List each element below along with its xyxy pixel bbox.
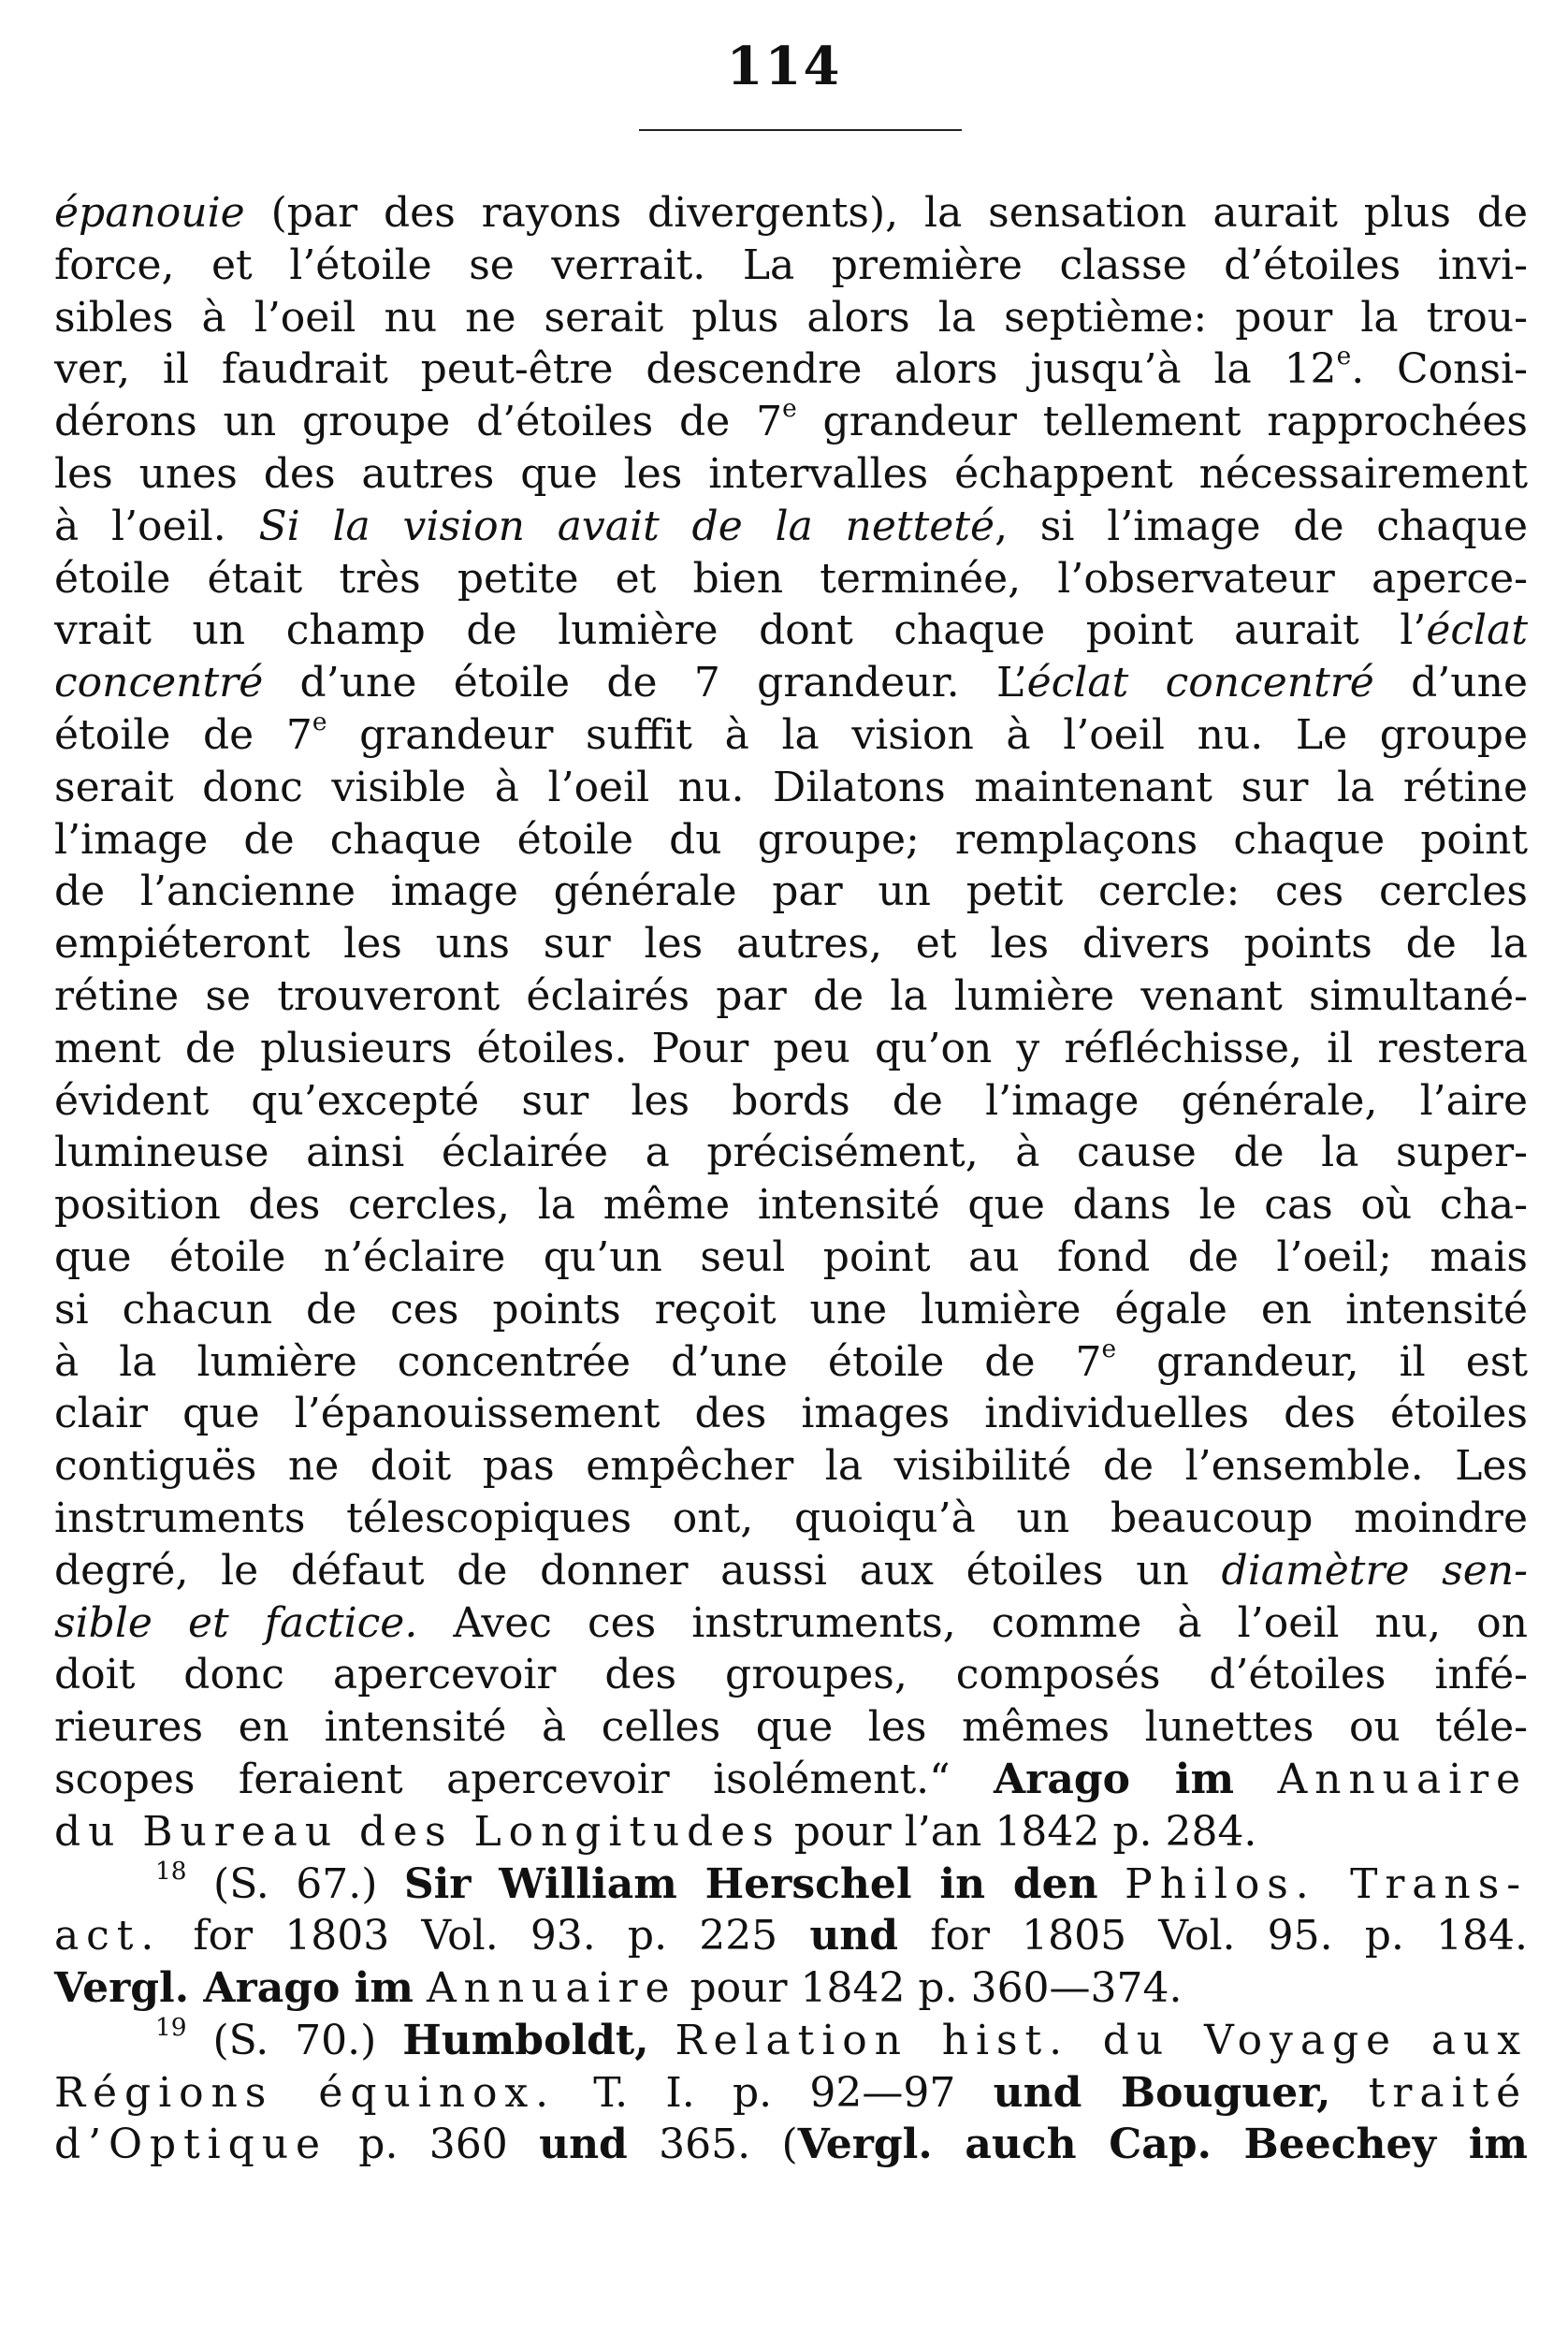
text-line: lumineuse ainsi éclairée a précisément, à cause de la super- [54, 1129, 1528, 1177]
text-line: contiguës ne doit pas empêcher la visibilité de l’ensemble. Les [54, 1442, 1528, 1491]
text-line: ver, il faudrait peut-être descendre alors jusqu’à la 12e. Consi- [54, 342, 1528, 394]
footnote-19: $^{19}$ (S. 70.) Humboldt, Relation hist. du Voyage aux [155, 2013, 1528, 2064]
text-line: l’image de chaque étoile du groupe; remplaçons chaque point [54, 815, 1528, 864]
text-line: sible et factice. Avec ces instruments, comme à l’oeil nu, on [54, 1598, 1528, 1647]
text-line: étoile était très petite et bien terminée, l’observateur aperce- [54, 554, 1528, 603]
text-line: épanouie (par des rayons divergents), la sensation aurait plus de [54, 189, 1528, 237]
body-text [54, 187, 1528, 2171]
header-rule [639, 129, 962, 131]
text-line: à l’oeil. Si la vision avait de la netteté, si l’image de chaque [54, 502, 1528, 550]
text-line: Vergl. Arago im Annuaire pour 1842 p. 360—374. [54, 1964, 1183, 2013]
text-line: instruments télescopiques ont, quoiqu’à un beaucoup moindre [54, 1494, 1528, 1542]
text-line: serait donc visible à l’oeil nu. Dilatons maintenant sur la rétine [54, 763, 1528, 811]
text-line: rieures en intensité à celles que les mêmes lunettes ou téle- [54, 1703, 1528, 1752]
text-line: act. for 1803 Vol. 93. p. 225 und for 1805 Vol. 95. p. 184. [54, 1912, 1528, 1960]
text-line: dérons un groupe d’étoiles de 7e grandeur tellement rapprochées [54, 394, 1529, 446]
text-line: que étoile n’éclaire qu’un seul point au fond de l’oeil; mais [54, 1232, 1528, 1281]
text-line: force, et l’étoile se verrait. La première classe d’étoiles invi- [54, 240, 1528, 289]
text-line: de l’ancienne image générale par un petit cercle: ces cercles [54, 867, 1528, 916]
text-line: scopes feraient apercevoir isolément.“ Arago im Annuaire [54, 1755, 1528, 1803]
text-line: ment de plusieurs étoiles. Pour peu qu’on y réfléchisse, il restera [54, 1024, 1528, 1072]
text-line: position des cercles, la même intensité que dans le cas où cha- [54, 1181, 1528, 1230]
text-line: concentré d’une étoile de 7 grandeur. L’éclat concentré d’une [54, 659, 1528, 707]
text-line: à la lumière concentrée d’une étoile de 7e grandeur, il est [54, 1334, 1528, 1386]
text-line: Régions équinox. T. I. p. 92—97 und Bouguer, traité [54, 2068, 1529, 2117]
text-line: les unes des autres que les intervalles échappent nécessairement [54, 449, 1528, 498]
footnote-18: $^{18}$ (S. 67.) Sir William Herschel in den Philos. Trans- [155, 1856, 1528, 1908]
text-line: d’Optique p. 360 und 365. (Vergl. auch Cap. Beechey im [54, 2121, 1528, 2169]
text-line: degré, le défaut de donner aussi aux étoiles un diamètre sen- [54, 1546, 1529, 1595]
text-line: si chacun de ces points reçoit une lumière égale en intensité [54, 1285, 1528, 1334]
text-line: du Bureau des Longitudes pour l’an 1842 p. 284. [54, 1807, 1257, 1856]
text-line: clair que l’épanouissement des images individuelles des étoiles [54, 1390, 1528, 1438]
text-line: vrait un champ de lumière dont chaque point aurait l’éclat [54, 606, 1528, 655]
text-line: étoile de 7e grandeur suffit à la vision à l’oeil nu. Le groupe [54, 707, 1528, 759]
text-line: doit donc apercevoir des groupes, composés d’étoiles infé- [54, 1651, 1528, 1699]
text-line: empiéteront les uns sur les autres, et les divers points de la [54, 920, 1528, 969]
page-number: 114 [726, 36, 842, 97]
text-line: rétine se trouveront éclairés par de la lumière venant simultané- [54, 971, 1528, 1020]
text-line: sibles à l’oeil nu ne serait plus alors la septième: pour la trou- [54, 293, 1528, 342]
text-line: évident qu’excepté sur les bords de l’image générale, l’aire [54, 1076, 1528, 1125]
